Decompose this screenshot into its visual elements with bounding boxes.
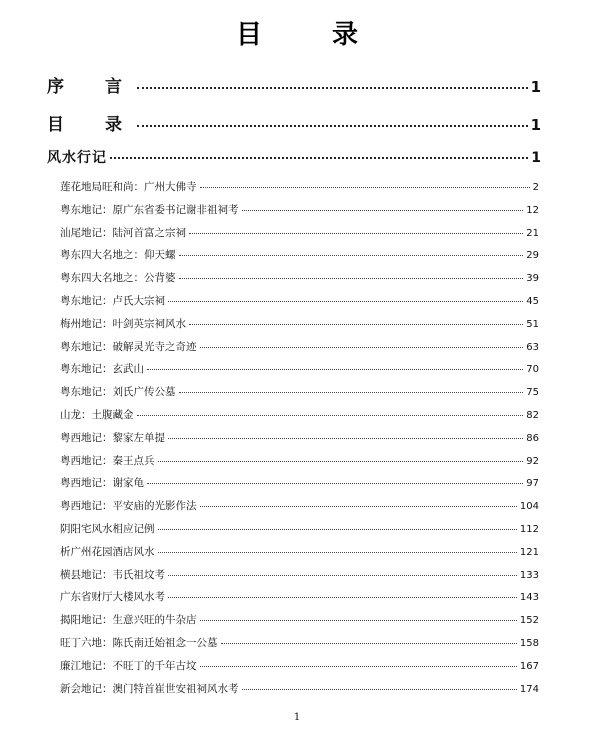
toc-entry[interactable]: [60, 498, 539, 513]
dot-leader: [158, 529, 517, 530]
toc-section-fengshui[interactable]: [47, 147, 541, 167]
toc-entry[interactable]: [60, 361, 539, 376]
toc-entry-page-number: 121: [519, 546, 539, 558]
dot-leader: [137, 125, 528, 127]
toc-label: 序 言: [47, 77, 134, 97]
dot-leader: [179, 392, 524, 393]
toc-entry[interactable]: [60, 544, 539, 559]
toc-entry-page-number: 63: [526, 341, 539, 353]
dot-leader: [168, 438, 523, 439]
dot-leader: [189, 324, 523, 325]
toc-entry[interactable]: [60, 521, 539, 536]
toc-entry-label: 粤东地记：原广东省委书记谢非祖祠考: [60, 203, 239, 216]
dot-leader: [200, 506, 517, 507]
toc-entry-label: 横县地记：韦氏祖坟考: [60, 568, 165, 581]
toc-entry-page-number: 75: [526, 387, 539, 399]
page-number: 1: [293, 712, 301, 723]
toc-label: 风水行记: [47, 150, 107, 166]
toc-entry-page-number: 12: [526, 204, 539, 216]
toc-entry[interactable]: [60, 270, 539, 285]
dot-leader: [179, 278, 524, 279]
toc-entry[interactable]: [60, 475, 539, 490]
toc-label: 目 录: [47, 115, 134, 135]
toc-entry-label: 粤东地记：玄武山: [60, 363, 144, 376]
toc-entry-label: 山龙：土腹藏金: [60, 409, 134, 421]
toc-entry[interactable]: [60, 612, 539, 627]
toc-entry-label: 梅州地记：叶剑英宗祠风水: [60, 317, 186, 330]
toc-entry-label: 廉江地记：不旺丁的千年古坟: [60, 659, 197, 672]
toc-entry-label: 粤西地记：平安庙的光影作法: [60, 500, 197, 513]
page-title: 目 录: [235, 20, 380, 50]
toc-entry-label: 粤西地记：秦王点兵: [60, 454, 155, 467]
toc-page-number: 1: [531, 150, 541, 166]
toc-entry[interactable]: [60, 635, 539, 650]
toc-entry[interactable]: [60, 384, 539, 399]
toc-entry-page-number: 21: [526, 227, 539, 239]
toc-entry-page-number: 51: [526, 318, 539, 330]
toc-entry-page-number: 70: [526, 364, 539, 376]
toc-entry[interactable]: [60, 316, 539, 331]
dot-leader: [168, 301, 523, 302]
toc-entry[interactable]: [60, 453, 539, 468]
toc-page-number: 1: [530, 78, 541, 96]
toc-entry-page-number: 152: [519, 615, 539, 627]
toc-entry[interactable]: [60, 658, 539, 673]
toc-entry-page-number: 158: [519, 638, 539, 649]
dot-leader: [137, 415, 524, 416]
toc-entry[interactable]: [60, 681, 539, 696]
toc-entry-label: 新会地记：澳门特首崔世安祖祠风水考: [60, 682, 239, 695]
dot-leader: [168, 575, 517, 576]
toc-entry[interactable]: [60, 293, 539, 308]
toc-entry-label: 揭阳地记：生意兴旺的牛杂店: [60, 614, 197, 627]
toc-entry-label: 广东省财厅大楼风水考: [60, 591, 165, 604]
toc-entry-label: 粤西地记：谢家龟: [60, 477, 144, 490]
dot-leader: [200, 187, 530, 188]
toc-entry-label: 粤西地记：黎家左单提: [60, 431, 165, 444]
dot-leader: [200, 666, 517, 667]
toc-entry-page-number: 167: [519, 660, 539, 672]
dot-leader: [158, 552, 517, 553]
toc-entry-label: 莲花地局旺和尚：广州大佛寺: [60, 181, 197, 193]
dot-leader: [158, 461, 524, 462]
toc-entry-page-number: 112: [519, 524, 539, 535]
toc-entry[interactable]: [60, 407, 539, 422]
toc-entry-label: 粤东四大名地之：公背婆: [60, 272, 176, 285]
dot-leader: [200, 620, 517, 621]
dot-leader: [168, 597, 517, 598]
toc-entry-page-number: 104: [519, 501, 539, 513]
toc-page-number: 1: [530, 116, 541, 134]
toc-entry-label: 粤东地记：破解灵光寺之奇迹: [60, 340, 197, 353]
toc-entry[interactable]: [60, 225, 539, 240]
toc-entry-page-number: 45: [526, 296, 539, 307]
dot-leader: [147, 483, 523, 484]
dot-leader: [189, 233, 523, 234]
dot-leader: [137, 87, 528, 89]
toc-entry-page-number: 133: [519, 569, 539, 581]
toc-entry[interactable]: [60, 589, 539, 604]
toc-entry[interactable]: [60, 430, 539, 445]
toc-entry-label: 粤东地记：卢氏大宗祠: [60, 295, 165, 307]
toc-entry-page-number: 82: [526, 410, 539, 421]
toc-entry-page-number: 2: [532, 182, 539, 193]
dot-leader: [200, 347, 524, 348]
toc-entry[interactable]: [60, 202, 539, 217]
dot-leader: [110, 157, 528, 159]
dot-leader: [147, 369, 523, 370]
dot-leader: [242, 210, 524, 211]
toc-entry-label: 析广州花园酒店风水: [60, 545, 155, 558]
toc-major-contents[interactable]: [47, 110, 541, 135]
toc-entry-page-number: 39: [526, 273, 539, 285]
toc-entry[interactable]: [60, 247, 539, 262]
toc-entry[interactable]: [60, 567, 539, 582]
toc-entry-page-number: 174: [519, 683, 539, 695]
dot-leader: [179, 255, 524, 256]
dot-leader: [242, 689, 517, 690]
dot-leader: [221, 643, 517, 644]
toc-entry[interactable]: [60, 179, 539, 194]
toc-entry-label: 阴阳宅风水相应记例: [60, 523, 155, 535]
toc-major-preface[interactable]: [47, 72, 541, 97]
toc-entry-label: 粤东地记：刘氏广传公墓: [60, 386, 176, 399]
toc-entry-page-number: 143: [519, 592, 539, 604]
toc-entry-page-number: 86: [526, 432, 539, 444]
toc-entry-page-number: 29: [526, 250, 539, 262]
toc-entry-label: 旺丁六地：陈氏南迁始祖念一公墓: [60, 637, 218, 649]
toc-entry-label: 粤东四大名地之：仰天螺: [60, 249, 176, 262]
toc-entry[interactable]: [60, 339, 539, 354]
toc-entry-page-number: 97: [526, 478, 539, 490]
toc-entry-label: 汕尾地记：陆河首富之宗祠: [60, 226, 186, 239]
toc-entry-page-number: 92: [526, 455, 539, 467]
